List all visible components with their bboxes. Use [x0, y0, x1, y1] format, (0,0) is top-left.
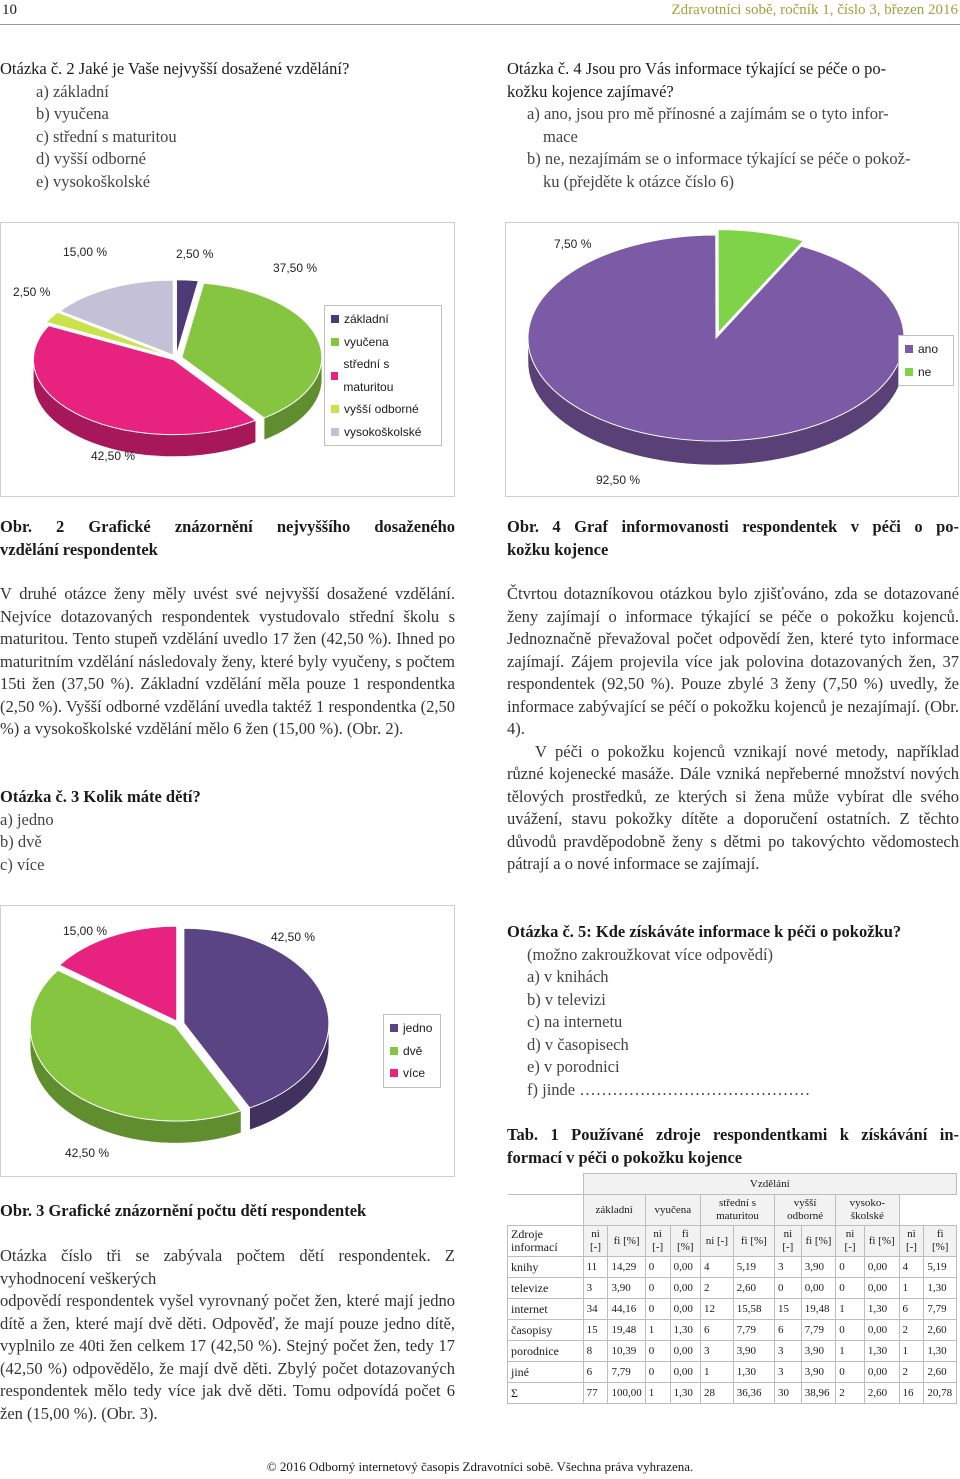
table-cell: 0 [645, 1278, 670, 1299]
table-cell: 1,30 [864, 1341, 899, 1362]
q4-option-a-line2: mace [543, 126, 578, 146]
q4-option-b-line2: ku (přejděte k otázce číslo 6) [543, 171, 735, 191]
table-cell: 100,00 [608, 1383, 645, 1404]
legend-label: jedno [403, 1021, 433, 1035]
table-cell: 3,90 [801, 1362, 835, 1383]
table-cell: 2 [899, 1362, 924, 1383]
table-cell: 0,00 [670, 1299, 700, 1320]
table-cell: 0,00 [801, 1278, 835, 1299]
table-cell: 0 [645, 1341, 670, 1362]
table-cell: 7,79 [924, 1299, 957, 1320]
legend-item-jedno [390, 1017, 434, 1040]
table-cell: 14,29 [608, 1257, 645, 1278]
fig2-caption [0, 516, 455, 561]
swatch [331, 338, 339, 346]
fig2-caption-line1: Obr. 2 Grafické znázornění nejvyššího dosaženého [0, 517, 455, 536]
legend-label: vyučena [344, 334, 389, 349]
legend-label: ano [918, 342, 939, 356]
label-vice: 15,00 % [63, 924, 108, 938]
table-cell: 1,30 [733, 1362, 774, 1383]
table-cell: 36,36 [733, 1383, 774, 1404]
table-cell: 2,60 [864, 1383, 899, 1404]
table-col-fi: fi [%] [924, 1226, 957, 1257]
question-4 [507, 58, 959, 193]
table-caption [507, 1124, 959, 1169]
table-cell: 15,58 [733, 1299, 774, 1320]
table-cell: 0,00 [670, 1341, 700, 1362]
table-cell: 1 [836, 1341, 865, 1362]
swatch [331, 315, 339, 323]
q5-options [507, 944, 959, 1102]
table-row-label: internet [508, 1299, 584, 1320]
table-col-fi: fi [%] [864, 1226, 899, 1257]
chart-interest-svg [506, 223, 960, 498]
table-row-label: porodnice [508, 1341, 584, 1362]
table-col-fi: fi [%] [733, 1226, 774, 1257]
table-row [508, 1299, 957, 1320]
table-cell: 30 [775, 1383, 802, 1404]
table-cell: 4 [899, 1257, 924, 1278]
page-footer: © 2016 Odborný internetový časopis Zdravotníci sobě. Všechna práva vyhrazena. [266, 1459, 694, 1474]
question-2-title: Otázka č. 2 Jaké je Vaše nejvyšší dosažené vzdělání? [0, 59, 350, 78]
table-corner [508, 1174, 584, 1195]
table-row [508, 1257, 957, 1278]
q4-option-b-line1: b) ne, nezajímám se o informace týkající se péče o pokož- [527, 149, 911, 168]
q2-option-b: b) vyučena [36, 104, 109, 123]
swatch [905, 345, 913, 353]
q2-option-c: c) střední s maturitou [36, 126, 177, 146]
table-cell: 0,00 [864, 1362, 899, 1383]
q3-option-b: b) dvě [0, 832, 42, 851]
table-cell: 7,79 [733, 1320, 774, 1341]
table-cell: 0 [645, 1299, 670, 1320]
table-row-label: Σ [508, 1383, 584, 1404]
table-cell: 0 [775, 1278, 802, 1299]
table-cell: 6 [899, 1299, 924, 1320]
table-row-header: Zdroje informací [508, 1226, 584, 1257]
table-header-row-2 [508, 1195, 957, 1226]
chart-children-legend [383, 1014, 441, 1088]
table-cell: 5,19 [924, 1257, 957, 1278]
legend-item-dve [390, 1040, 434, 1063]
table-cell: 4 [700, 1257, 733, 1278]
fig4-caption [507, 516, 959, 561]
sources-table [507, 1173, 957, 1404]
table-cell: 3 [583, 1278, 608, 1299]
legend-item-vice [390, 1062, 434, 1085]
table-header-row-1 [508, 1174, 957, 1195]
table-cell: 3 [775, 1362, 802, 1383]
table-cell: 0 [645, 1362, 670, 1383]
table-cell: 7,79 [608, 1362, 645, 1383]
table-caption-line1: Tab. 1 Používané zdroje respondentkami k získávání in- [507, 1125, 959, 1144]
legend-item-zakladni [331, 308, 435, 331]
q3-option-c: c) více [0, 854, 45, 874]
table-cell: 0,00 [670, 1362, 700, 1383]
table-cell: 0 [836, 1362, 865, 1383]
paragraph-q3-part1: Otázka číslo tři se zabývala počtem dětí respondentek. Z vyhodnocení veškerých [0, 1246, 455, 1288]
table-row-label: televize [508, 1278, 584, 1299]
table-row [508, 1278, 957, 1299]
paragraph-q3-part2: odpovědí respondentek vyšel vyrovnaný počet žen, které mají jedno dítě a žen, které mají dvě děti. Odpověď, že mají pouze jedno dítě, vyplnilo ze 40ti žen celkem 17 (42,50 %). Stejný počet žen, tedy 17 (42,50 %) odpovědělo, že mají dvě děti. Zbylý počet dotazovaných respondentek mělo tedy více jak dvě děti. Tomu odpovídá počet 6 žen (15,00 %). (Obr. 3). [0, 1291, 455, 1423]
table-cell: 3,90 [801, 1341, 835, 1362]
table-cell: 28 [700, 1383, 733, 1404]
table-cell: 1 [645, 1320, 670, 1341]
table-cell: 1,30 [670, 1320, 700, 1341]
table-header-row-3 [508, 1226, 957, 1257]
table-col-group-3: vyšší odborné [775, 1195, 836, 1226]
swatch [331, 372, 338, 380]
table-cell: 1,30 [924, 1341, 957, 1362]
q5-option-a: a) v knihách [527, 967, 609, 986]
question-5-title: Otázka č. 5: Kde získáváte informace k péči o pokožku? [507, 922, 902, 941]
table-cell: 6 [583, 1362, 608, 1383]
q4-option-a [507, 103, 959, 193]
q5-note: (možno zakroužkovat více odpovědí) [527, 944, 774, 964]
table-cell: 1,30 [924, 1278, 957, 1299]
legend-label: vyšší odborné [344, 402, 419, 416]
page-number: 10 [2, 2, 17, 18]
label-stredni: 42,50 % [91, 449, 136, 463]
table-col-ni: ni [-] [700, 1226, 733, 1257]
table-cell: 0 [836, 1320, 865, 1341]
q5-option-b: b) v televizi [527, 989, 606, 1009]
swatch [390, 1069, 398, 1077]
label-vyucena: 37,50 % [273, 261, 318, 275]
question-5 [507, 921, 959, 1101]
table-cell: 1 [700, 1362, 733, 1383]
table-row-label: časopisy [508, 1320, 584, 1341]
table-row [508, 1362, 957, 1383]
table-cell: 1,30 [864, 1299, 899, 1320]
table-cell: 20,78 [924, 1383, 957, 1404]
swatch [390, 1047, 398, 1055]
legend-label: dvě [403, 1043, 423, 1058]
table-cell: 0,00 [864, 1320, 899, 1341]
table-col-ni: ni [-] [899, 1226, 924, 1257]
table-cell: 19,48 [608, 1320, 645, 1341]
legend-item-ano [905, 338, 947, 361]
q2-option-a: a) základní [36, 81, 109, 101]
q5-option-c: c) na internetu [527, 1012, 623, 1031]
table-cell: 12 [700, 1299, 733, 1320]
question-3-title: Otázka č. 3 Kolik máte dětí? [0, 787, 201, 806]
table-col-group-1: vyučena [645, 1195, 700, 1226]
paragraph-q4-part2: V péči o pokožku kojenců vznikají nové metody, například různé kojenecké masáže. Dále vzniká nepřeberné množství nových tělových prostředků, ze kterých si žena může vybírat dle svého uvážení, stavu pokožky dítěte a doporučení ostatních. Z těchto důvodů pravděpodobně ženy s dětmi po takovýchto vědomostech pátrají a o nové informace se zajímají. [507, 741, 959, 873]
table-cell: 3 [775, 1257, 802, 1278]
swatch [331, 405, 339, 413]
journal-title: Zdravotníci sobě, ročník 1, číslo 3, březen 2016 [671, 2, 958, 18]
table-cell: 3,90 [801, 1257, 835, 1278]
table-cell: 2 [899, 1320, 924, 1341]
table-cell: 2 [700, 1278, 733, 1299]
legend-label: základní [344, 312, 389, 326]
table-row [508, 1341, 957, 1362]
table-corner-2 [508, 1195, 584, 1226]
question-4-title-1: Otázka č. 4 Jsou pro Vás informace týkající se péče o po- [507, 59, 887, 78]
legend-item-vysokoskolske [331, 421, 435, 444]
table-cell: 0,00 [864, 1278, 899, 1299]
table-cell: 0,00 [864, 1257, 899, 1278]
q3-option-a: a) jedno [0, 809, 54, 829]
table-col-group-2: střední s maturitou [700, 1195, 774, 1226]
q2-option-d: d) vyšší odborné [36, 149, 146, 168]
legend-item-ne [905, 361, 947, 384]
chart-education-legend [324, 305, 442, 446]
legend-item-vyucena [331, 331, 435, 354]
table-cell: 2,60 [924, 1362, 957, 1383]
table-cell: 3,90 [733, 1341, 774, 1362]
q5-option-f: f) jinde …………………………………… [527, 1079, 811, 1099]
label-dve: 42,50 % [65, 1146, 110, 1160]
table-col-group-4: vysoko-školské [836, 1195, 899, 1226]
table-row [508, 1383, 957, 1404]
table-col-ni: ni [-] [775, 1226, 802, 1257]
table-col-fi: fi [%] [608, 1226, 645, 1257]
legend-item-vyssi [331, 398, 435, 421]
table-cell: 3 [700, 1341, 733, 1362]
table-cell: 0 [836, 1278, 865, 1299]
table-col-fi: fi [%] [801, 1226, 835, 1257]
paragraph-q4-part1: Čtvrtou dotazníkovou otázkou bylo zjišťováno, zda se dotazované ženy zajímají o informace týkající se péče o pokožku kojenců. Jednoznačně převažoval počet odpovědí žen, které tyto informace zajímají. Zájem projevila více jak polovina dotazovaných žen, 37 respondentek (92,50 %). Pouze zbylé 3 ženy (7,50 %) uvedly, že informace zabývající se péčí o pokožku kojenců je nezajímají. (Obr. 4). [507, 584, 959, 738]
slice-ano [528, 235, 904, 441]
q2-option-e: e) vysokoškolské [36, 171, 151, 191]
table-col-fi: fi [%] [670, 1226, 700, 1257]
table-cell: 2,60 [924, 1320, 957, 1341]
table-cell: 8 [583, 1341, 608, 1362]
table-cell: 19,48 [801, 1299, 835, 1320]
question-3 [0, 786, 455, 876]
header-rule [0, 24, 960, 25]
table-cell: 2,60 [733, 1278, 774, 1299]
chart-education [0, 222, 455, 497]
table-cell: 16 [899, 1383, 924, 1404]
q5-option-d: d) v časopisech [527, 1034, 629, 1054]
table-cell: 44,16 [608, 1299, 645, 1320]
table-cell: 2 [836, 1383, 865, 1404]
table-caption-line2: formací v péči o pokožku kojence [507, 1147, 743, 1167]
paragraph-q3 [0, 1245, 455, 1425]
table-cell: 0,00 [670, 1257, 700, 1278]
table-cell: 1 [899, 1278, 924, 1299]
table-col-ni: ni [-] [583, 1226, 608, 1257]
fig4-caption-line2: kožku kojence [507, 539, 609, 559]
table-cell: 1 [836, 1299, 865, 1320]
table-cell: 0 [645, 1257, 670, 1278]
table-cell: 11 [583, 1257, 608, 1278]
question-2 [0, 58, 455, 193]
table-cell: 5,19 [733, 1257, 774, 1278]
legend-item-stredni [331, 353, 435, 398]
chart-interest [505, 222, 959, 497]
q5-option-e: e) v porodnici [527, 1057, 620, 1076]
swatch [331, 428, 339, 436]
table-cell: 34 [583, 1299, 608, 1320]
label-ne: 7,50 % [554, 237, 592, 251]
table-cell: 10,39 [608, 1341, 645, 1362]
paragraph-q4 [507, 583, 959, 876]
table-cell: 15 [775, 1299, 802, 1320]
fig4-caption-line1: Obr. 4 Graf informovanosti respondentek v péči o po- [507, 517, 959, 536]
question-4-title-2: kožku kojence zajímavé? [507, 81, 674, 101]
chart-children [0, 905, 455, 1177]
table-cell: 0 [836, 1257, 865, 1278]
table-col-ni: ni [-] [645, 1226, 670, 1257]
table-cell: 77 [583, 1383, 608, 1404]
table-cell: 38,96 [801, 1383, 835, 1404]
table-row-label: jiné [508, 1362, 584, 1383]
swatch [390, 1024, 398, 1032]
table-cell: 3,90 [608, 1278, 645, 1299]
table-group-header: Vzdělání [583, 1174, 956, 1195]
label-zakladni: 2,50 % [13, 285, 51, 299]
table-cell: 15 [583, 1320, 608, 1341]
q4-option-a-line1: a) ano, jsou pro mě přínosné a zajímám se o tyto infor- [527, 104, 889, 123]
table-col-ni: ni [-] [836, 1226, 865, 1257]
table-cell: 1 [899, 1341, 924, 1362]
legend-label: ne [918, 364, 932, 379]
page-header [0, 0, 960, 22]
table-cell: 6 [775, 1320, 802, 1341]
table-cell: 7,79 [801, 1320, 835, 1341]
table-col-group-0: základní [583, 1195, 645, 1226]
fig3-caption: Obr. 3 Grafické znázornění počtu dětí respondentek [0, 1201, 367, 1220]
label-vyssi-odborne: 2,50 % [176, 247, 214, 261]
table-row [508, 1320, 957, 1341]
table-cell: 1 [645, 1383, 670, 1404]
label-jedno: 42,50 % [271, 930, 316, 944]
table-cell: 1,30 [670, 1383, 700, 1404]
table-cell: 6 [700, 1320, 733, 1341]
table-row-label: knihy [508, 1257, 584, 1278]
table-cell: 0,00 [670, 1278, 700, 1299]
label-ano: 92,50 % [596, 473, 641, 487]
label-vysokoskolske: 15,00 % [63, 245, 108, 259]
paragraph-q2: V druhé otázce ženy měly uvést své nejvyšší dosažené vzdělání. Nejvíce dotazovaných respondentek vystudovalo střední školu s maturitou. Tento stupeň vzdělání uvedlo 17 žen (42,50 %). Ihned po maturitním vzdělání následovaly ženy, které byly vyučeny, s počtem 15ti žen (37,50 %). Základní vzdělání měla pouze 1 respondentka (2,50 %). Vyšší odborné vzdělání uvedla taktéž 1 respondentka (2,50 %) a vysokoškolské vzdělání mělo 6 žen (15,00 %). (Obr. 2). [0, 584, 455, 738]
swatch [905, 368, 913, 376]
fig2-caption-line2: vzdělání respondentek [0, 539, 158, 559]
sources-table-grid [507, 1173, 957, 1404]
chart-interest-legend [898, 335, 954, 386]
legend-label: střední s maturitou [343, 357, 394, 394]
legend-label: vysokoškolské [344, 424, 422, 439]
table-cell: 3 [775, 1341, 802, 1362]
legend-label: více [403, 1066, 426, 1080]
